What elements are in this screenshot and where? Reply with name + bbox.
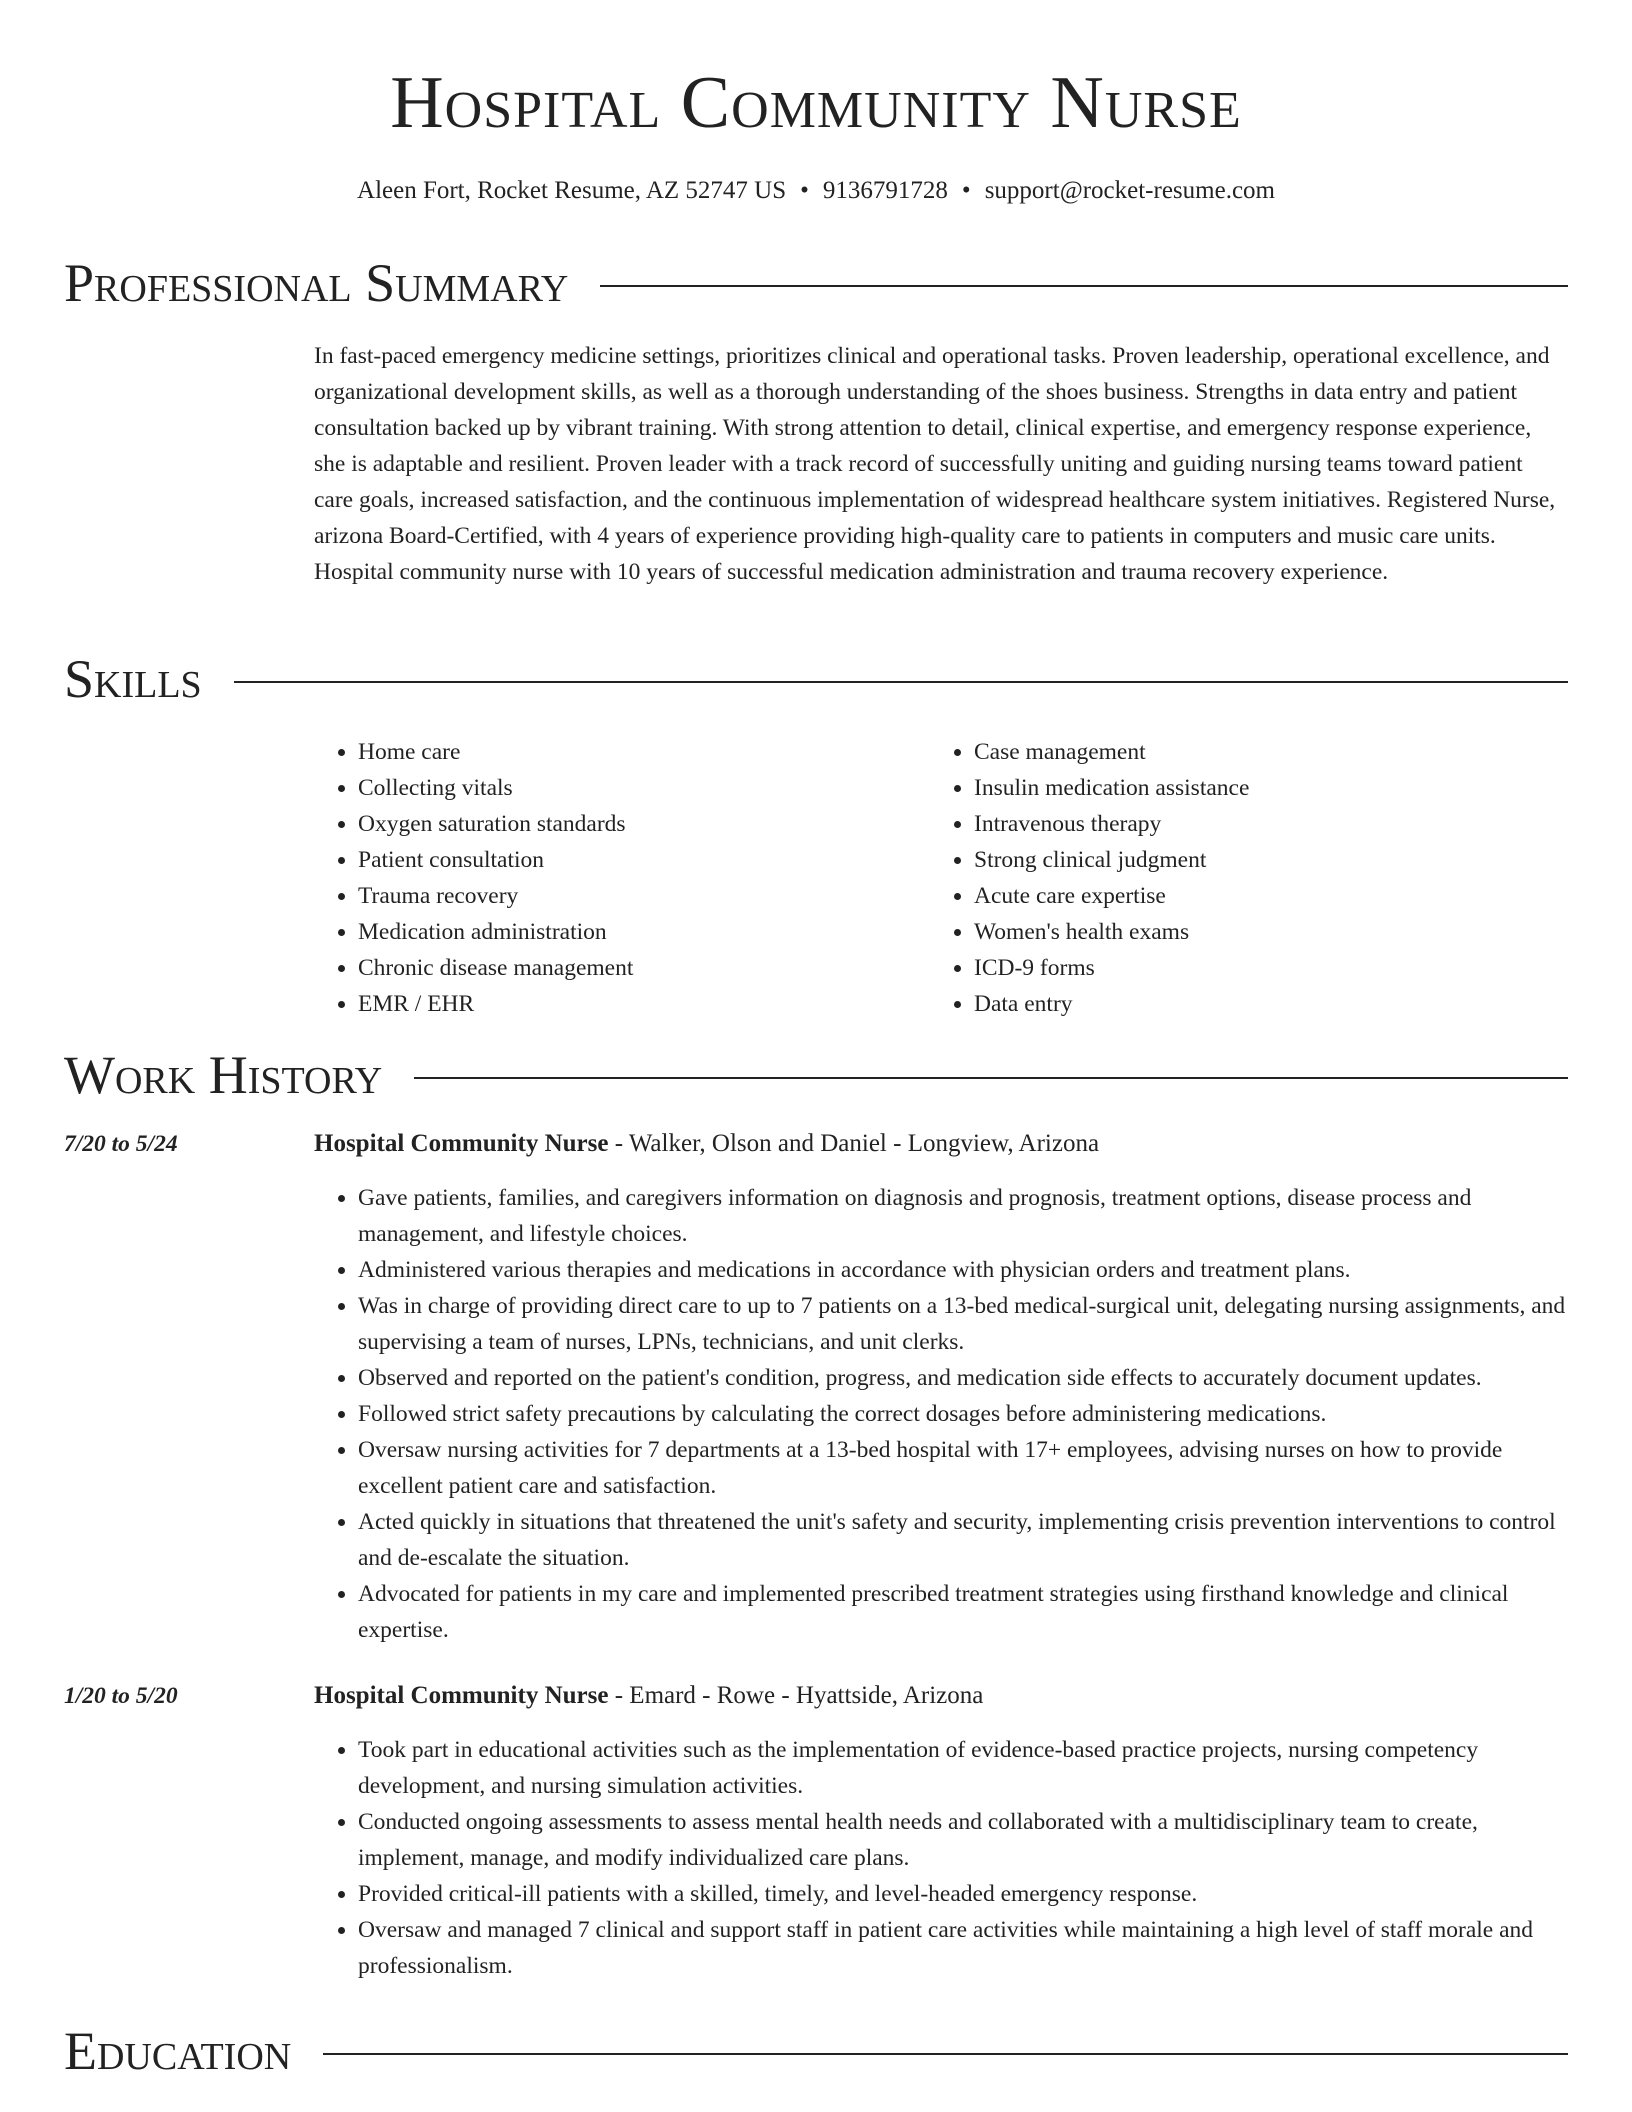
summary-section-header <box>64 248 1568 318</box>
job-bullet: • Oversaw nursing activities for 7 departments at a 13-bed hospital with 17+ employees, advising nurses on how to provide excellent patient care and satisfaction. <box>358 1432 1568 1504</box>
skills-column-left <box>314 734 930 1022</box>
work-history-heading: Work History <box>64 1045 383 1105</box>
section-divider <box>414 1077 1568 1079</box>
job-bullet: • Observed and reported on the patient's condition, progress, and medication side effects to accurately document updates. <box>358 1360 1568 1396</box>
skills-column-right <box>930 734 1546 1022</box>
job-heading <box>314 1678 983 1714</box>
contact-separator: • <box>961 177 971 204</box>
job-bullet: • Gave patients, families, and caregivers information on diagnosis and prognosis, treatment options, disease process and management, and lifestyle choices. <box>358 1180 1568 1252</box>
contact-separator: • <box>800 177 809 204</box>
skills-section-header <box>64 644 1568 714</box>
section-divider <box>323 2053 1568 2055</box>
job-bullet: • Conducted ongoing assessments to assess mental health needs and collaborated with a multidisciplinary team to create, implement, manage, and modify individualized care plans. <box>358 1804 1568 1876</box>
job-title: Hospital Community Nurse <box>314 1130 609 1157</box>
job-bullet: • Followed strict safety precautions by calculating the correct dosages before administering medications. <box>358 1396 1568 1432</box>
summary-text: In fast-paced emergency medicine settings, prioritizes clinical and operational tasks. Proven leadership, operational excellence, and organizational development skills, as well as a thorough understanding of the shoes business. Strengths in data entry and patient consultation backed up by vibrant training. With strong attention to detail, clinical expertise, and emergency response experience, she is adaptable and resilient. Proven leader with a track record of successfully uniting and guiding nursing teams toward patient care goals, increased satisfaction, and the continuous implementation of widespread healthcare system initiatives. Registered Nurse, arizona Board-Certified, with 4 years of experience providing high-quality care to patients in computers and music care units. Hospital community nurse with 10 years of successful medication administration and trauma recovery experience. <box>314 343 1556 585</box>
education-heading: Education <box>64 2021 292 2081</box>
contact-line <box>0 174 1632 208</box>
resume-title: Hospital Community Nurse <box>390 62 1242 144</box>
job-bullets <box>314 1732 1568 1984</box>
job-bullet: • Advocated for patients in my care and implemented prescribed treatment strategies using firsthand knowledge and clinical expertise. <box>358 1576 1568 1648</box>
skill-item: • Oxygen saturation standards <box>358 806 930 842</box>
contact-phone: 9136791728 <box>822 177 948 204</box>
job-title: Hospital Community Nurse <box>314 1682 609 1709</box>
job-bullet: • Was in charge of providing direct care to up to 7 patients on a 13-bed medical-surgical unit, delegating nursing assignments, and supervising a team of nurses, LPNs, technicians, and unit clerks. <box>358 1288 1568 1360</box>
skill-item: • Case management <box>974 734 1546 770</box>
job-heading <box>314 1126 1099 1162</box>
skills-list <box>314 734 1564 1022</box>
skill-item: • Collecting vitals <box>358 770 930 806</box>
skill-item: • EMR / EHR <box>358 986 930 1022</box>
job-bullet: • Took part in educational activities such as the implementation of evidence-based practice projects, nursing competency development, and nursing simulation activities. <box>358 1732 1568 1804</box>
job-employer: - Emard - Rowe - Hyattside, Arizona <box>608 1682 984 1709</box>
skill-item: • Chronic disease management <box>358 950 930 986</box>
job-dates: 1/20 to 5/20 <box>64 1683 178 1709</box>
work-history-section-header <box>64 1040 1568 1110</box>
skill-item: • Intravenous therapy <box>974 806 1546 842</box>
skills-heading: Skills <box>64 649 202 709</box>
skill-item: • Women's health exams <box>974 914 1546 950</box>
job-bullet: • Provided critical-ill patients with a skilled, timely, and level-headed emergency response. <box>358 1876 1568 1912</box>
skill-item: • Medication administration <box>358 914 930 950</box>
contact-email: support@rocket-resume.com <box>984 177 1275 204</box>
section-divider <box>234 681 1568 683</box>
education-section-header <box>64 2016 1568 2086</box>
job-bullets <box>314 1180 1568 1648</box>
skill-item: • Trauma recovery <box>358 878 930 914</box>
contact-address: Aleen Fort, Rocket Resume, AZ 52747 US <box>357 177 787 204</box>
skill-item: • Patient consultation <box>358 842 930 878</box>
section-divider <box>600 285 1568 287</box>
job-dates: 7/20 to 5/24 <box>64 1131 178 1157</box>
job-bullet: • Acted quickly in situations that threatened the unit's safety and security, implementing crisis prevention interventions to control and de-escalate the situation. <box>358 1504 1568 1576</box>
skill-item: • Insulin medication assistance <box>974 770 1546 806</box>
skill-item: • ICD-9 forms <box>974 950 1546 986</box>
job-employer: - Walker, Olson and Daniel - Longview, Arizona <box>608 1130 1100 1157</box>
skill-item: • Acute care expertise <box>974 878 1546 914</box>
skill-item: • Home care <box>358 734 930 770</box>
job-bullet: • Oversaw and managed 7 clinical and support staff in patient care activities while maintaining a high level of staff morale and professionalism. <box>358 1912 1568 1984</box>
skill-item: • Strong clinical judgment <box>974 842 1546 878</box>
summary-heading: Professional Summary <box>64 253 569 313</box>
skill-item: • Data entry <box>974 986 1546 1022</box>
job-bullet: • Administered various therapies and medications in accordance with physician orders and treatment plans. <box>358 1252 1568 1288</box>
